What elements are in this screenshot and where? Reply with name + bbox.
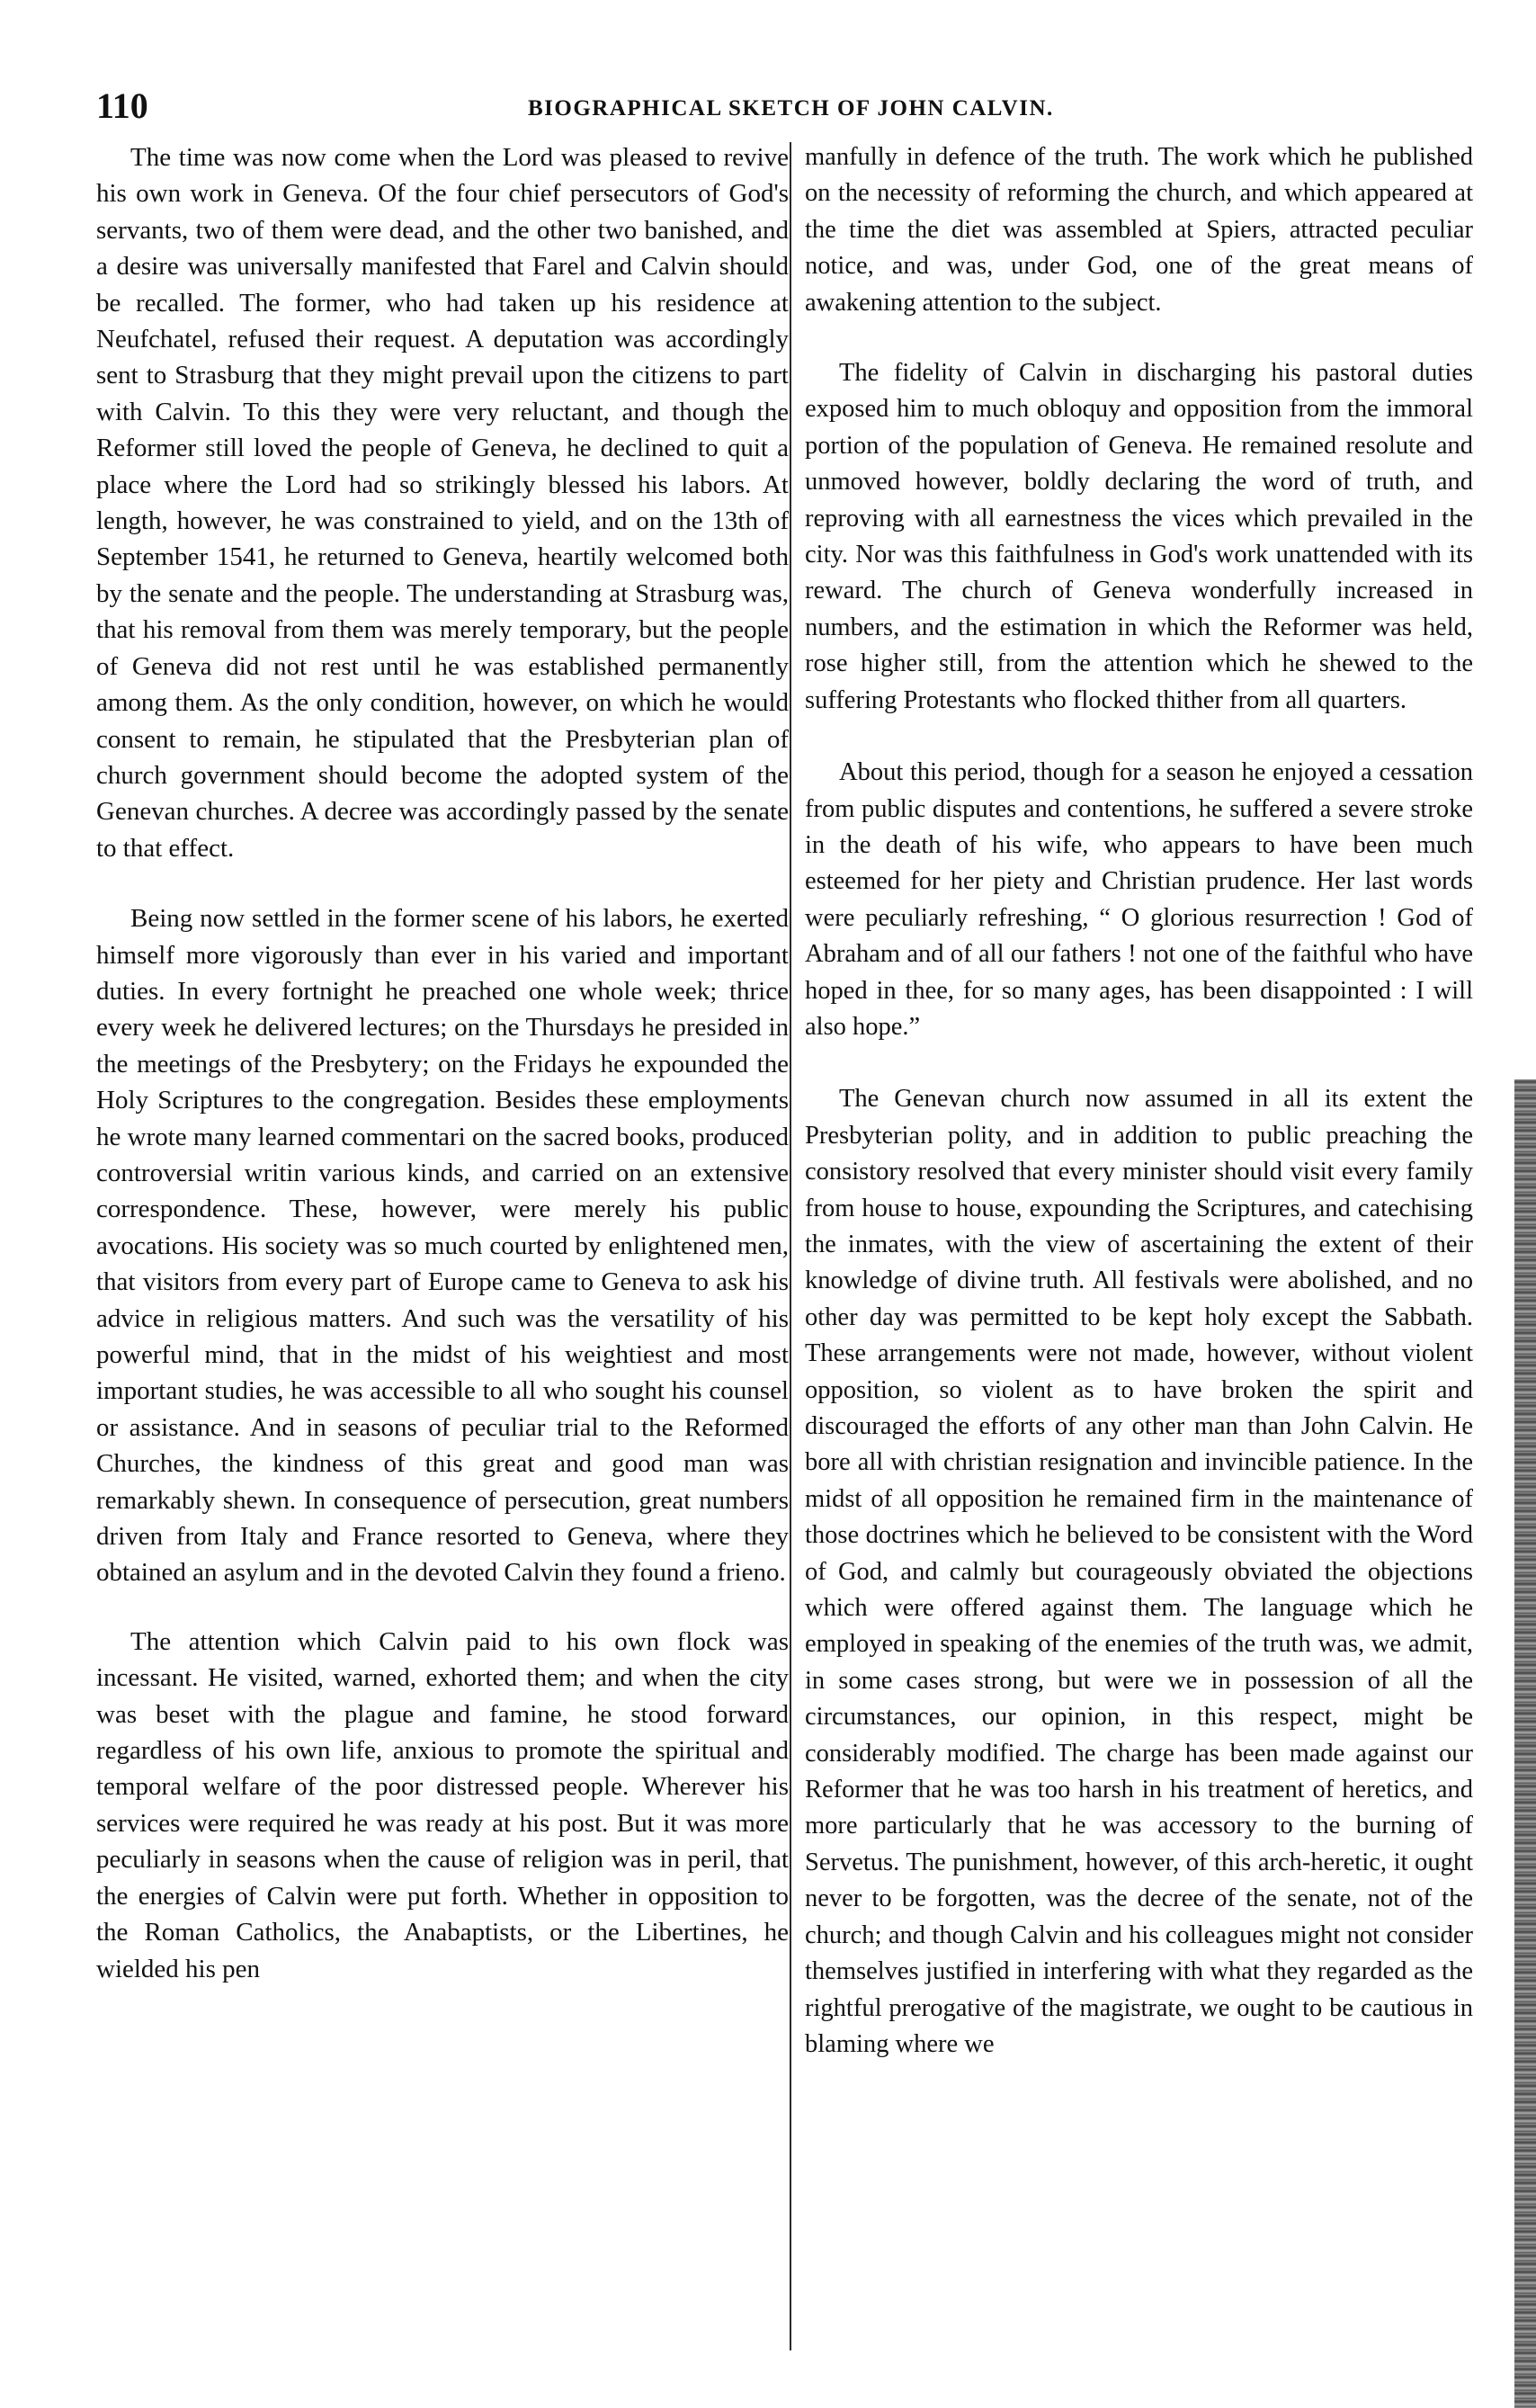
page-header: [96, 85, 1472, 126]
page-number: 110: [96, 85, 148, 126]
paragraph: The fidelity of Calvin in discharging his pastoral duties exposed him to much obloquy and opposition from the immoral portion of the population of Geneva. He remained resolute and unmoved however, boldly declaring the word of truth, and reproving with all earnestness the vices which prevailed in the city. Nor was this faithfulness in God's work unattended with its reward. The church of Geneva wonderfully increased in numbers, and the estimation in which the Reformer was held, rose higher still, from the attention which he shewed to the suffering Protestants who flocked thither from all quarters.: [805, 359, 1473, 714]
left-column: [96, 139, 789, 1987]
paragraph: The time was now come when the Lord was pleased to revive his own work in Geneva. Of the four chief persecutors of God's servants, two of them were dead, and the other two banished, and a desire was universally manifested that Farel and Calvin should be recalled. The former, who had taken up his residence at Neufchatel, refused their request. A deputation was accordingly sent to Strasburg that they might prevail upon the citizens to part with Calvin. To this they were very reluctant, and though the Reformer still loved the people of Geneva, he declined to quit a place where the Lord had so strikingly blessed his labors. At length, however, he was constrained to yield, and on the 13th of September 1541, he returned to Geneva, heartily welcomed both by the senate and the people. The understanding at Strasburg was, that his removal from them was merely temporary, but the people of Geneva did not rest until he was established permanently among them. As the only condition, however, on which he would consent to remain, he stipulated that the Presbyterian plan of church government should become the adopted system of the Genevan churches. A decree was accordingly passed by the senate to that effect.: [96, 143, 789, 863]
column-divider: [790, 142, 791, 2350]
paragraph: The attention which Calvin paid to his own flock was incessant. He visited, warned, exhorted them; and when the city was beset with the plague and famine, he stood forward regardless of his own life, anxious to promote the spiritual and temporal welfare of the poor distressed people. Wherever his services were required he was ready at his post. But it was more peculiarly in seasons when the cause of religion was in peril, that the energies of Calvin were put forth. Whether in opposition to the Roman Catholics, the Anabaptists, or the Libertines, he wielded his pen: [96, 1626, 789, 1983]
paragraph: About this period, though for a season he enjoyed a cessation from public disputes and contentions, he suffered a severe stroke in the death of his wife, who appears to have been much esteemed for her piety and Christian prudence. Her last words were peculiarly refreshing, “ O glorious resurrection ! God of Abraham and of all our fathers ! not one of the faithful who have hoped in thee, for so many ages, has been disappointed : I will also hope.”: [805, 758, 1473, 1041]
running-title: BIOGRAPHICAL SKETCH OF JOHN CALVIN.: [528, 96, 1054, 121]
paragraph: The Genevan church now assumed in all its extent the Presbyterian polity, and in addition to public preaching the consistory resolved that every minister should visit every family from house to house, expounding the Scriptures, and catechising the inmates, with the view of ascertaining the extent of their knowledge of divine truth. All festivals were abolished, and no other day was permitted to be kept holy except the Sabbath. These arrangements were not made, however, without violent opposition, so violent as to have broken the spirit and discouraged the efforts of any other man than John Calvin. He bore all with christian resignation and invincible patience. In the midst of all opposition he remained firm in the maintenance of those doctrines which he believed to be consistent with the Word of God, and calmly but courageously obviated the objections which were offered against them. The language which he employed in speaking of the enemies of the truth was, we admit, in some cases strong, but were we in possession of all the circumstances, our opinion, in this respect, might be considerably modified. The charge has been made against our Reformer that he was too harsh in his treatment of heretics, and more particularly that he was accessory to the burning of Servetus. The punishment, however, of this arch-heretic, it ought never to be forgotten, was the decree of the senate, not of the church; and though Calvin and his colleagues might not consider themselves justified in interfering with what they regarded as the rightful prerogative of the magistrate, we ought to be cautious in blaming where we: [805, 1085, 1473, 2058]
paragraph: manfully in defence of the truth. The work which he published on the necessity of reforming the church, and which appeared at the time the diet was assembled at Spiers, attracted peculiar notice, and was, under God, one of the great means of awakening attention to the subject.: [805, 143, 1473, 317]
right-column: [805, 139, 1473, 2063]
paragraph: Being now settled in the former scene of his labors, he exerted himself more vigorously than ever in his varied and important duties. In every fortnight he preached one whole week; thrice every week he delivered lectures; on the Thursdays he presided in the meetings of the Presbytery; on the Fridays he expounded the Holy Scriptures to the congregation. Besides these employments he wrote many learned commentari on the sacred books, produced controversial writin various kinds, and carried on an extensive correspondence. These, however, were merely his public avocations. His society was so much courted by enlightened men, that visitors from every part of Europe came to Geneva to ask his advice in religious matters. And such was the versatility of his powerful mind, that in the midst of his weightiest and most important studies, he was accessible to all who sought his counsel or assistance. And in seasons of peculiar trial to the Reformed Churches, the kindness of this great and good man was remarkably shewn. In consequence of persecution, great numbers driven from Italy and France resorted to Geneva, where they obtained an asylum and in the devoted Calvin they found a frieno.: [96, 904, 789, 1588]
scan-edge-shadow: [1514, 1079, 1536, 2408]
